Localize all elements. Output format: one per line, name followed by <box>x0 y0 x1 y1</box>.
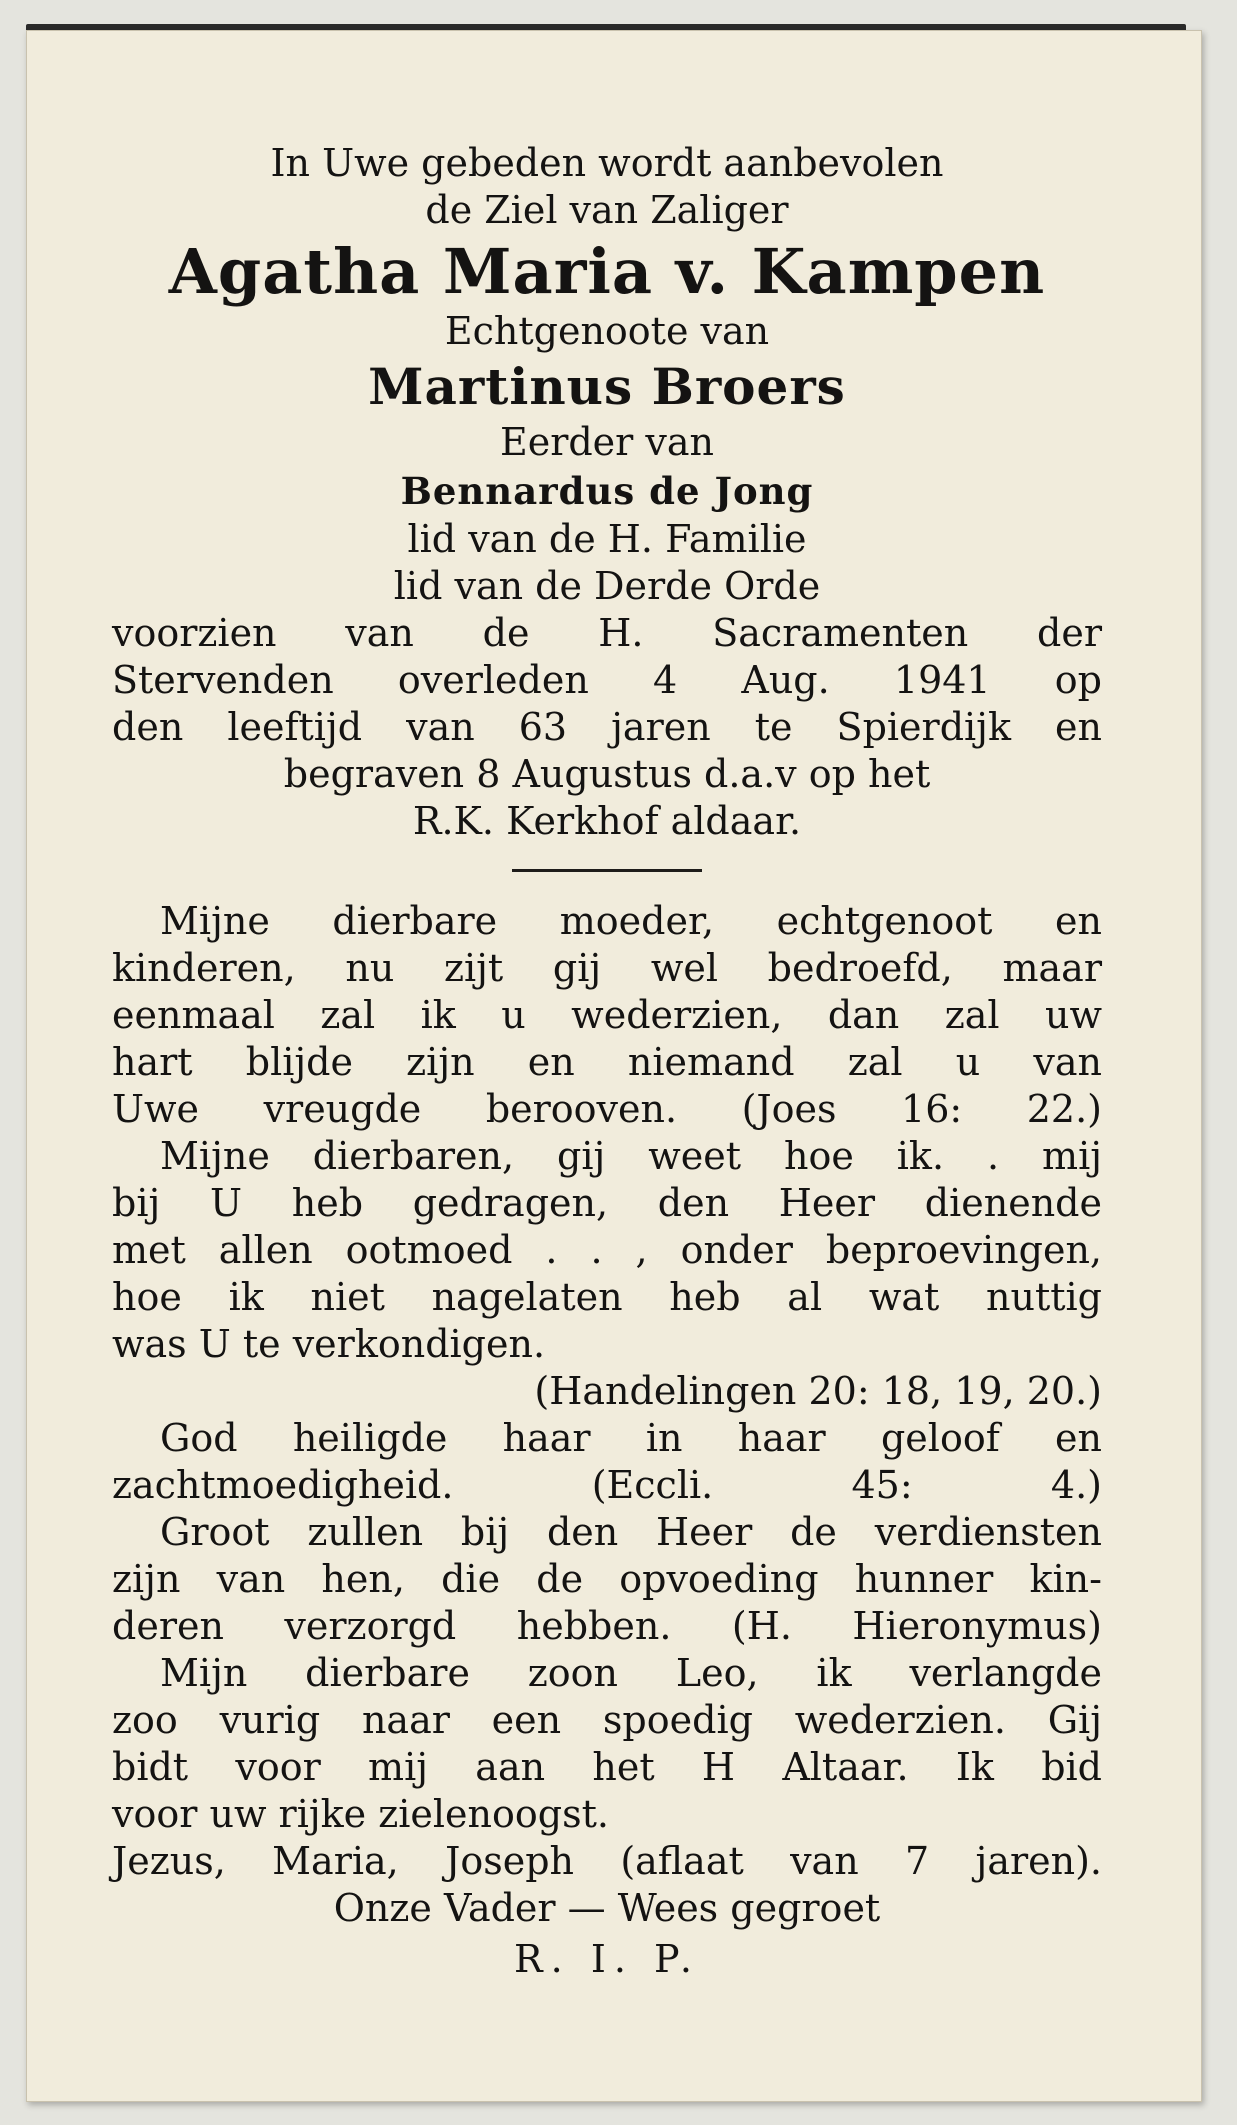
text-line: kinderen, nu zijt gij wel bedroefd, maar <box>112 946 1102 990</box>
text-line: eenmaal zal ik u wederzien, dan zal uw <box>112 993 1102 1037</box>
relation-spouse: Echtgenoote van <box>444 309 770 353</box>
citation: (Handelingen 20: 18, 19, 20.) <box>534 1369 1102 1413</box>
text-line: zoo vurig naar een spoedig wederzien. Gij <box>112 1698 1102 1742</box>
text-line: was U te verkondigen. <box>112 1322 546 1366</box>
membership-2: lid van de Derde Orde <box>393 564 821 608</box>
text-line: Mijne dierbaren, gij weet hoe ik. . mij <box>160 1134 1102 1178</box>
details-line: Stervenden overleden 4 Aug. 1941 op <box>112 658 1102 702</box>
membership-1: lid van de H. Familie <box>407 517 807 561</box>
text-line: Mijn dierbare zoon Leo, ik verlangde <box>160 1651 1102 1695</box>
relation-former: Eerder van <box>499 420 715 464</box>
text-line: zachtmoedigheid. (Eccli. 45: 4.) <box>112 1463 1102 1507</box>
details-line: begraven 8 Augustus d.a.v op het <box>283 752 931 796</box>
text-line: bij U heb gedragen, den Heer dienende <box>112 1181 1102 1225</box>
text-line: hoe ik niet nagelaten heb al wat nuttig <box>112 1275 1102 1319</box>
rip: R. I. P. <box>514 1937 700 1981</box>
text-line: Mijne dierbare moeder, echtgenoot en <box>160 899 1102 943</box>
text-line: bidt voor mij aan het H Altaar. Ik bid <box>112 1745 1102 1789</box>
text-line: hart blijde zijn en niemand zal u van <box>112 1040 1102 1084</box>
header-line-1: In Uwe gebeden wordt aanbevolen <box>270 141 944 185</box>
divider-rule <box>512 869 702 872</box>
former-spouse-name: Bennardus de Jong <box>400 469 814 513</box>
deceased-name: Agatha Maria v. Kampen <box>168 235 1046 308</box>
card-content <box>112 140 1102 1983</box>
spouse-name: Martinus Broers <box>368 357 846 416</box>
prayer-line: Jezus, Maria, Joseph (aflaat van 7 jaren). <box>112 1839 1102 1883</box>
text-line: voor uw rijke zielenoogst. <box>112 1792 609 1836</box>
text-line: zijn van hen, die de opvoeding hunner kin- <box>112 1557 1102 1601</box>
text-line: Uwe vreugde berooven. (Joes 16: 22.) <box>112 1087 1102 1131</box>
details-line: R.K. Kerkhof aldaar. <box>412 799 802 843</box>
header-line-2: de Ziel van Zaliger <box>425 188 789 232</box>
text-line: God heiligde haar in haar geloof en <box>160 1416 1102 1460</box>
text-line: met allen ootmoed . . , onder beproevingen, <box>112 1228 1102 1272</box>
details-line: den leeftijd van 63 jaren te Spierdijk en <box>112 705 1102 749</box>
closing-prayer: Onze Vader — Wees gegroet <box>333 1886 881 1930</box>
text-line: deren verzorgd hebben. (H. Hieronymus) <box>112 1604 1102 1648</box>
text-line: Groot zullen bij den Heer de verdiensten <box>160 1510 1102 1554</box>
details-line: voorzien van de H. Sacramenten der <box>112 611 1102 655</box>
